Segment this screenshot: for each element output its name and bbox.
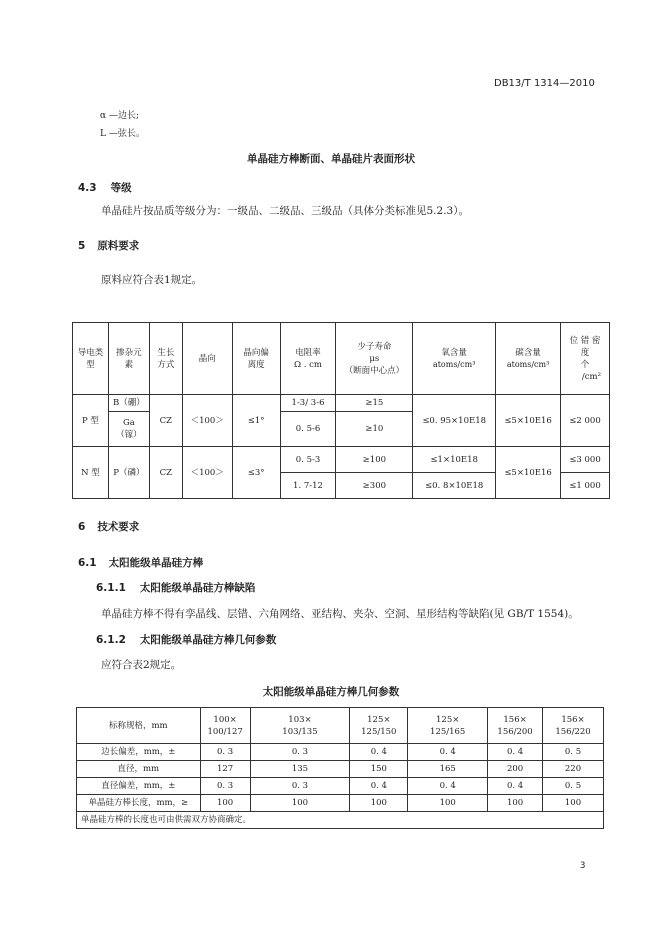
spec-col <box>350 708 408 744</box>
table-cell: 0. 4 <box>408 744 488 761</box>
p-dislocation: ≤2 000 <box>561 395 610 447</box>
p-dopant-boron: B（硼） <box>108 395 149 412</box>
table-row <box>77 778 604 795</box>
spec-bottom: 103/135 <box>282 726 318 737</box>
spec-col <box>250 708 350 744</box>
table-cell: 0. 4 <box>408 778 488 795</box>
spec-top: 156× <box>561 714 585 725</box>
header-orientation: 晶向 <box>182 323 232 395</box>
table-cell: 0. 5 <box>543 778 604 795</box>
n-lifetime-1: ≥100 <box>336 447 413 473</box>
table-cell: 100 <box>200 795 250 812</box>
standard-code: DB13/T 1314—2010 <box>494 78 595 89</box>
table1-header-row <box>73 323 610 395</box>
section-6-1-2-heading <box>96 632 276 647</box>
spec-top: 103× <box>288 714 312 725</box>
dislocation-label-1: 位 错 密 <box>569 335 601 346</box>
n-type-cell: N 型 <box>73 447 109 499</box>
header-oxygen <box>413 323 496 395</box>
spec-top: 125× <box>367 714 391 725</box>
header-orientation-deviation: 晶向偏离度 <box>232 323 280 395</box>
table2-title: 太阳能级单晶硅方棒几何参数 <box>262 686 400 698</box>
section-5-body: 原料应符合表1规定。 <box>101 274 203 286</box>
p-growth: CZ <box>149 395 182 447</box>
spec-col <box>200 708 250 744</box>
dislocation-label-2: 度 <box>580 347 590 358</box>
gallium-name: （镓） <box>116 430 142 440</box>
section-title: 等级 <box>110 182 132 194</box>
section-5-heading <box>78 238 139 253</box>
section-title: 技术要求 <box>97 521 140 533</box>
table-row <box>77 744 604 761</box>
table-cell: 0. 4 <box>488 744 543 761</box>
p-deviation: ≤1° <box>232 395 280 447</box>
table2-header-row <box>77 708 604 744</box>
spec-bottom: 100/127 <box>207 726 243 737</box>
p-lifetime-1: ≥15 <box>336 395 413 412</box>
row-label-side-deviation: 边长偏差，mm，± <box>77 744 201 761</box>
section-6-1-1-heading <box>96 580 255 595</box>
lifetime-unit: μs <box>369 353 380 364</box>
spec-col <box>488 708 543 744</box>
gallium-symbol: Ga <box>122 418 135 428</box>
table-cell: 100 <box>350 795 408 812</box>
p-resistivity-2: 0. 5-6 <box>280 412 336 447</box>
table-cell: 100 <box>543 795 604 812</box>
table-cell: 100 <box>250 795 350 812</box>
table-row <box>77 761 604 778</box>
spec-top: 156× <box>503 714 527 725</box>
n-dopant: P（磷） <box>108 447 149 499</box>
table-note-row <box>77 812 604 829</box>
section-title: 太阳能级单晶硅方棒缺陷 <box>139 582 256 594</box>
spec-col <box>543 708 604 744</box>
section-title: 原料要求 <box>97 240 140 252</box>
table-cell: 135 <box>250 761 350 778</box>
section-number: 5 <box>78 240 86 252</box>
n-orientation: ＜100＞ <box>182 447 232 499</box>
figure-caption: 单晶硅方棒断面、单晶硅片表面形状 <box>247 153 415 165</box>
table-cell: 0. 4 <box>350 778 408 795</box>
section-number: 4.3 <box>78 182 97 194</box>
lifetime-label: 少子寿命 <box>357 341 392 352</box>
header-carbon <box>496 323 561 395</box>
table-cell: 0. 3 <box>200 778 250 795</box>
carbon-label: 碳含量 <box>515 347 541 358</box>
n-growth: CZ <box>149 447 182 499</box>
table-row <box>77 795 604 812</box>
n-resistivity-2: 1. 7-12 <box>280 473 336 499</box>
table-cell: 220 <box>543 761 604 778</box>
table1-row-n1 <box>73 447 610 473</box>
page-number: 3 <box>580 861 586 871</box>
n-dislocation-1: ≤3 000 <box>561 447 610 473</box>
section-6-1-heading <box>78 555 203 570</box>
spec-col <box>408 708 488 744</box>
section-4-3-body: 单晶硅片按品质等级分为：一级品、二级品、三级品（具体分类标准见5.2.3）。 <box>101 205 469 217</box>
n-oxygen-2: ≤0. 8×10E18 <box>413 473 496 499</box>
table-cell: 100 <box>408 795 488 812</box>
section-title: 太阳能级单晶硅方棒 <box>108 557 204 569</box>
section-6-1-1-body: 单晶硅方棒不得有孪晶线、层错、六角网络、亚结构、夹杂、空洞、星形结构等缺陷(见 GB/T 1554)。 <box>101 608 579 620</box>
row-label-diameter-deviation: 直径偏差，mm，± <box>77 778 201 795</box>
table-cell: 150 <box>350 761 408 778</box>
section-number: 6.1.2 <box>96 634 126 646</box>
n-dislocation-2: ≤1 000 <box>561 473 610 499</box>
raw-material-table <box>72 322 610 499</box>
p-carbon: ≤5×10E16 <box>496 395 561 447</box>
row-label-length: 单晶硅方棒长度，mm，≥ <box>77 795 201 812</box>
n-carbon: ≤5×10E16 <box>496 447 561 499</box>
section-4-3-heading <box>78 180 132 195</box>
dislocation-unit: /cm² <box>581 371 601 382</box>
section-number: 6.1.1 <box>96 582 126 594</box>
n-lifetime-2: ≥300 <box>336 473 413 499</box>
spec-bottom: 156/200 <box>497 726 533 737</box>
spec-top: 125× <box>436 714 460 725</box>
n-resistivity-1: 0. 5-3 <box>280 447 336 473</box>
row-label-diameter: 直径，mm <box>77 761 201 778</box>
header-dislocation <box>561 323 610 395</box>
geometry-table <box>76 707 604 829</box>
table-cell: 165 <box>408 761 488 778</box>
carbon-unit: atoms/cm³ <box>506 359 550 369</box>
legend-L: L —弦长。 <box>100 129 145 139</box>
table-cell: 127 <box>200 761 250 778</box>
section-6-1-2-body: 应符合表2规定。 <box>101 659 182 671</box>
table-cell: 0. 3 <box>200 744 250 761</box>
spec-bottom: 125/150 <box>361 726 397 737</box>
p-resistivity-1: 1-3/ 3-6 <box>280 395 336 412</box>
table-cell: 0. 4 <box>350 744 408 761</box>
p-type-cell: P 型 <box>73 395 109 447</box>
section-number: 6.1 <box>78 557 97 569</box>
legend-alpha: α —边长; <box>100 111 139 121</box>
table-cell: 0. 4 <box>488 778 543 795</box>
p-dopant-gallium <box>108 412 149 447</box>
header-conduct-type: 导电类型 <box>73 323 109 395</box>
n-oxygen-1: ≤1×10E18 <box>413 447 496 473</box>
table-cell: 0. 3 <box>250 778 350 795</box>
section-6-heading <box>78 519 139 534</box>
header-minority-lifetime <box>336 323 413 395</box>
table-cell: 0. 3 <box>250 744 350 761</box>
table-cell: 100 <box>488 795 543 812</box>
n-deviation: ≤3° <box>232 447 280 499</box>
spec-label: 标称规格，mm <box>77 708 201 744</box>
table-cell: 200 <box>488 761 543 778</box>
spec-bottom: 125/165 <box>430 726 466 737</box>
header-growth-method: 生长方式 <box>149 323 182 395</box>
p-orientation: ＜100＞ <box>182 395 232 447</box>
spec-bottom: 156/220 <box>555 726 591 737</box>
lifetime-note: （断面中心点） <box>344 365 405 376</box>
table1-row-p1 <box>73 395 610 412</box>
table-cell: 0. 5 <box>543 744 604 761</box>
oxygen-label: 氧含量 <box>441 347 467 358</box>
header-dopant: 掺杂元素 <box>108 323 149 395</box>
section-number: 6 <box>78 521 86 533</box>
spec-top: 100× <box>213 714 237 725</box>
p-oxygen: ≤0. 95×10E18 <box>413 395 496 447</box>
header-resistivity: 电阻率 Ω . cm <box>280 323 336 395</box>
table-note: 单晶硅方棒的长度也可由供需双方协商确定。 <box>77 812 604 829</box>
dislocation-label-3: 个 <box>580 359 590 370</box>
oxygen-unit: atoms/cm³ <box>432 359 476 369</box>
section-title: 太阳能级单晶硅方棒几何参数 <box>139 634 277 646</box>
p-lifetime-2: ≥10 <box>336 412 413 447</box>
